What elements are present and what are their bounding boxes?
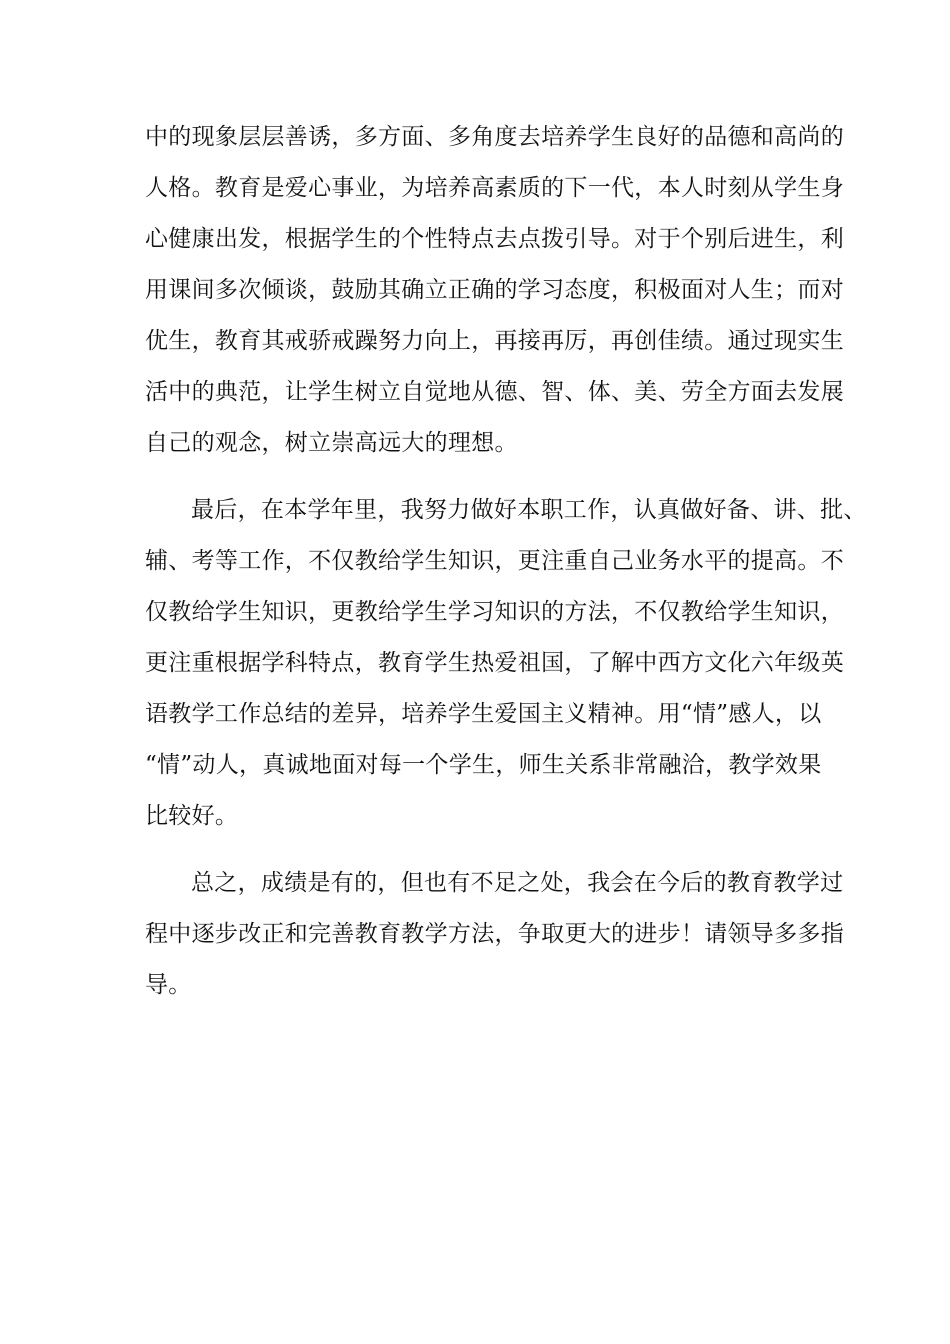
paragraph-3 (145, 858, 844, 1011)
text-line: 程中逐步改正和完善教育教学方法，争取更大的进步！请领导多多指 (145, 921, 844, 947)
text-line: 仅教给学生知识，更教给学生学习知识的方法，不仅教给学生知识， (145, 599, 844, 625)
text-line: 导。 (145, 972, 192, 998)
text-line: 总之，成绩是有的，但也有不足之处，我会在今后的教育教学过 (191, 870, 844, 896)
text-line: 比较好。 (145, 803, 239, 829)
paragraph-1 (145, 112, 844, 469)
text-line: 心健康出发，根据学生的个性特点去点拨引导。对于个别后进生，利 (145, 226, 844, 252)
text-line: 用课间多次倾谈，鼓励其确立正确的学习态度，积极面对人生；而对 (145, 277, 844, 303)
text-line: 人格。教育是爱心事业，为培养高素质的下一代，本人时刻从学生身 (145, 175, 844, 201)
text-line: 活中的典范，让学生树立自觉地从德、智、体、美、劳全方面去发展 (145, 379, 844, 405)
paragraph-spacer (145, 842, 810, 858)
document-body (145, 112, 867, 1011)
text-line: 中的现象层层善诱，多方面、多角度去培养学生良好的品德和高尚的 (145, 124, 844, 150)
paragraph-spacer (145, 469, 810, 485)
text-line: 自己的观念，树立崇高远大的理想。 (145, 430, 518, 456)
text-line: 语教学工作总结的差异，培养学生爱国主义精神。用“情”感人，以 (145, 701, 822, 727)
text-line: “情”动人，真诚地面对每一个学生，师生关系非常融洽，教学效果 (145, 752, 822, 778)
paragraph-2 (145, 485, 867, 842)
text-line: 辅、考等工作，不仅教给学生知识，更注重自己业务水平的提高。不 (145, 548, 844, 574)
text-line: 最后，在本学年里，我努力做好本职工作，认真做好备、讲、批、 (191, 497, 867, 523)
text-line: 更注重根据学科特点，教育学生热爱祖国，了解中西方文化六年级英 (145, 650, 844, 676)
text-line: 优生，教育其戒骄戒躁努力向上，再接再厉，再创佳绩。通过现实生 (145, 328, 844, 354)
